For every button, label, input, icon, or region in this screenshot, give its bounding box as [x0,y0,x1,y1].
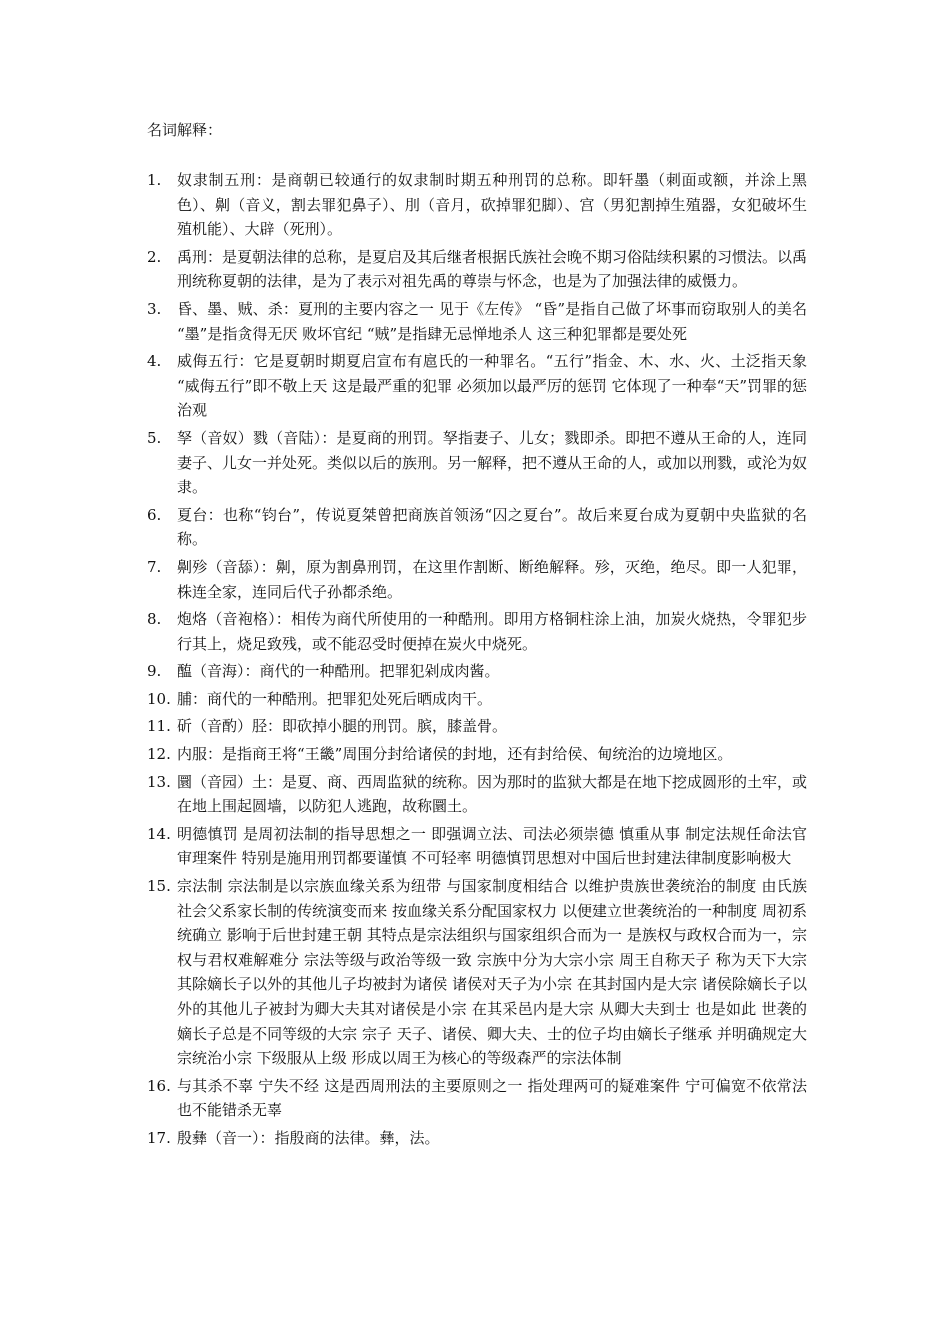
list-item [147,822,807,871]
term-definition-list [147,168,807,1154]
list-item [147,1126,807,1151]
item-number: 4. [147,352,162,371]
list-item [147,742,807,767]
item-number: 10. [147,689,171,708]
list-item [147,245,807,294]
item-number: 6. [147,505,162,524]
item-text: 孥（音奴）戮（音陆）：是夏商的刑罚。孥指妻子、儿女；戮即杀。即把不遵从王命的人，连同妻子、儿女一并处死。类似以后的族刑。另一解释，把不遵从王命的人，或加以刑戮，或沦为奴隶。 [177,428,808,497]
item-number: 15. [147,877,171,896]
item-number: 16. [147,1076,171,1095]
item-text: 昏、墨、贼、杀：夏刑的主要内容之一 见于《左传》 “昏”是指自己做了坏事而窃取别人的美名 “墨”是指贪得无厌 败坏官纪 “贼”是指肆无忌惮地杀人 这三种犯罪都是要处死 [177,299,807,343]
item-text: 内服：是指商王将“王畿”周围分封给诸侯的封地，还有封给侯、甸统治的边境地区。 [177,745,733,764]
item-number: 7. [147,557,162,576]
list-item [147,555,807,604]
list-item [147,659,807,684]
list-item [147,349,807,423]
item-number: 8. [147,610,162,629]
item-text: 夏台：也称“钧台”，传说夏桀曾把商族首领汤“囚之夏台”。故后来夏台成为夏朝中央监狱的名称。 [177,505,807,549]
list-item [147,770,807,819]
list-item [147,687,807,712]
item-number: 12. [147,745,171,764]
item-text: 殷彝（音一）：指殷商的法律。彝，法。 [177,1128,440,1147]
item-text: 禹刑：是夏朝法律的总称，是夏启及其后继者根据氏族社会晚不期习俗陆续积累的习惯法。以禹刑统称夏朝的法律，是为了表示对祖先禹的尊崇与怀念，也是为了加强法律的威慑力。 [177,247,808,291]
list-item [147,874,807,1071]
item-text: 劓殄（音舔）：劓，原为割鼻刑罚，在这里作割断、断绝解释。殄，灭绝，绝尽。即一人犯罪，株连全家，连同后代子孙都杀绝。 [177,557,807,601]
item-text: 炮烙（音袍格）：相传为商代所使用的一种酷刑。即用方格铜柱涂上油，加炭火烧热，令罪犯步行其上，烧足致残，或不能忍受时便掉在炭火中烧死。 [177,610,807,653]
list-item [147,607,807,656]
item-number: 2. [147,247,162,266]
list-item [147,1074,807,1123]
section-heading: 名词解释： [147,121,223,139]
item-number: 11. [147,717,171,736]
item-text: 奴隶制五刑：是商朝已较通行的奴隶制时期五种刑罚的总称。即轩墨（刺面或额，并涂上黑色）、劓（音义，割去罪犯鼻子）、刖（音月，砍掉罪犯脚）、宫（男犯割掉生殖器，女犯破坏生殖机能）、大辟（死刑）。 [177,171,807,239]
item-text: 圜（音园）土：是夏、商、西周监狱的统称。因为那时的监狱大都是在地下挖成圆形的土牢，或在地上围起圆墙，以防犯人逃跑，故称圜土。 [177,772,808,816]
list-item [147,168,807,242]
item-number: 17. [147,1128,171,1147]
item-number: 3. [147,299,162,318]
item-text: 明德慎罚 是周初法制的指导思想之一 即强调立法、司法必须崇德 慎重从事 制定法规任命法官 审理案件 特别是施用刑罚都要谨慎 不可轻率 明德慎罚思想对中国后世封建法律制度影响极大 [177,824,807,868]
list-item [147,297,807,346]
item-number: 5. [147,428,162,447]
list-item [147,714,807,739]
item-number: 13. [147,772,171,791]
list-item [147,426,807,500]
item-text: 威侮五行：它是夏朝时期夏启宣布有扈氏的一种罪名。“五行”指金、木、水、火、土泛指天象 “威侮五行”即不敬上天 这是最严重的犯罪 必须加以最严厉的惩罚 它体现了一种奉“天”罚罪的惩治观 [177,352,807,420]
item-number: 14. [147,824,171,843]
item-text: 与其杀不辜 宁失不经 这是西周刑法的主要原则之一 指处理两可的疑难案件 宁可偏宽不依常法 也不能错杀无辜 [177,1076,807,1120]
item-text: 宗法制 宗法制是以宗族血缘关系为纽带 与国家制度相结合 以维护贵族世袭统治的制度 由氏族社会父系家长制的传统演变而来 按血缘关系分配国家权力 以便建立世袭统治的一种制度 周初系统确立 影响于后世封建王朝 其特点是宗法组织与国家组织合而为一 是族权与政权合而为一，宗权与君权难解难分 宗法等级与政治等级一致 宗族中分为大宗小宗 周王自称天子 称为天下大宗 其除嫡长子以外的其他儿子均被封为诸侯 诸侯对天子为小宗 在其封国内是大宗 诸侯除嫡长子以外的其他儿子被封为卿大夫其对诸侯是小宗 在其采邑内是大宗 从卿大夫到士 也是如此 世袭的嫡长子总是不同等级的大宗 宗子 天子、诸侯、卿大夫、士的位子均由嫡长子继承 并明确规定大宗统治小宗 下级服从上级 形成以周王为核心的等级森严的宗法体制 [177,877,807,1068]
item-text: 醢（音海）：商代的一种酷刑。把罪犯剁成肉酱。 [177,662,500,681]
item-text: 脯：商代的一种酷刑。把罪犯处死后晒成肉干。 [177,689,493,708]
item-number: 9. [147,662,162,681]
item-text: 斫（音酌）胫：即砍掉小腿的刑罚。膑，膝盖骨。 [177,717,508,736]
item-number: 1. [147,171,162,189]
list-item [147,503,807,552]
